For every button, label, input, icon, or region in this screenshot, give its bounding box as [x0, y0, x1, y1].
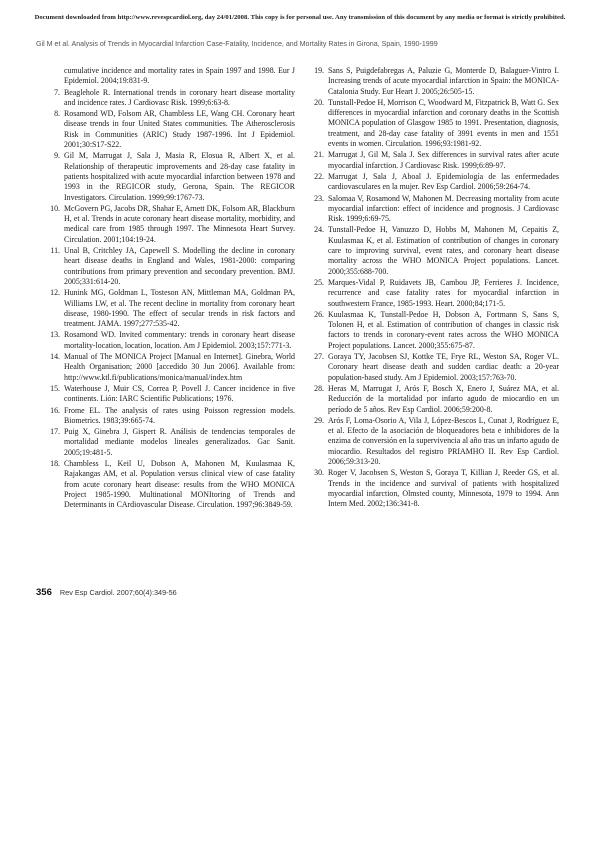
reference-number: 7.: [54, 87, 60, 97]
reference-text: Puig X, Ginebra J, Gispert R. Análisis de tendencias temporales de mortalidad mediante modelos lineales generalizados. Gac Sanit. 2005;19:481-5.: [64, 427, 295, 457]
reference-item: [309, 225, 559, 276]
reference-item: [309, 172, 559, 193]
copyright-notice: Document downloaded from http://www.revespcardiol.org, day 24/01/2008. This copy is for personal use. Any transmission of this document by any media or format is strictly prohibited.: [34, 14, 566, 21]
reference-number: 13.: [50, 330, 60, 340]
reference-number: 28.: [314, 383, 324, 393]
reference-number: 16.: [50, 405, 60, 415]
reference-item: [309, 310, 559, 351]
reference-text: Marrugat J, Sala J, Aboal J. Epidemiología de las enfermedades cardiovasculares en la mujer. Rev Esp Cardiol. 2006;59:264-74.: [328, 171, 559, 192]
reference-number: 8.: [54, 109, 60, 119]
reference-text: Frome EL. The analysis of rates using Poisson regression models. Biometrics. 1983;39:665-74.: [64, 405, 295, 425]
page-footer: [36, 587, 177, 598]
reference-text: Rosamond WD. Invited commentary: trends in coronary heart disease mortality-location, location, location. Am J Epidemiol. 2003;157:771-3.: [64, 330, 295, 350]
reference-item: [45, 151, 295, 202]
reference-number: 24.: [314, 225, 324, 235]
reference-number: 25.: [314, 277, 324, 287]
reference-text: Roger V, Jacobsen S, Weston S, Goraya T, Killian J, Reeder GS, et al. Trends in the incidence and survival of patients with hospitalized myocardial infarction, Olmsted county, Minnesota, 1979 to 1994. Ann Intern Med. 2002;136:341-8.: [328, 468, 559, 509]
reference-item: [309, 352, 559, 383]
reference-item: [45, 109, 295, 150]
reference-item: [45, 459, 295, 510]
reference-number: 27.: [314, 352, 324, 362]
reference-text: Marques-Vidal P, Ruidavets JB, Cambou JP, Ferrieres J. Incidence, recurrence and case fatality rates for myocardial infarction in southwestern France, 1985-1993. Heart. 2000;84;171-5.: [328, 277, 559, 308]
reference-number: 20.: [314, 97, 324, 107]
reference-item: [309, 98, 559, 149]
reference-item: [45, 406, 295, 427]
reference-number: 14.: [50, 352, 60, 362]
reference-number: 10.: [50, 203, 60, 213]
reference-text: Manual of The MONICA Project [Manual en Internet]. Ginebra, World Health Organisation; 2000 [accedido 30 Jun 2006]. Available from: http://www.ktl.fi/publications/monica/manual/index.htm: [64, 352, 295, 382]
reference-item: [309, 468, 559, 509]
reference-number: 15.: [50, 383, 60, 393]
reference-item: [45, 384, 295, 405]
reference-text: Tunstall-Pedoe H, Vanuzzo D, Hobbs M, Mahonen M, Cepaitis Z, Kuulasmaa K, et al. Estimation of contribution of changes in coronary care to improving survival, event rates, and coronary heart disease mortality across the WHO MONICA Project populations. Lancet. 2000;355:688-700.: [328, 225, 559, 276]
reference-text: Unal B, Critchley JA, Capewell S. Modelling the decline in coronary heart disease deaths in England and Wales, 1981-2000: comparing contributions from primary prevention and secondary prevention. BMJ. 2005;331:614-20.: [64, 246, 295, 286]
reference-number: 17.: [50, 427, 60, 437]
reference-text: Salomaa V, Rosamond W, Mahonen M. Decreasing mortality from acute myocardial infarction: effect of incidence and prognosis. J Cardiovasc Risk. 1999;6:69-75.: [328, 193, 559, 224]
reference-text: Sans S, Puigdefabregas A, Paluzie G, Monterde D, Balaguer-Vintro I. Increasing trends of acute myocardial infarction in Spain: the MONICA-Catalonia Study. Eur Heart J. 2005;26:505-15.: [328, 66, 559, 96]
reference-item: [45, 204, 295, 245]
reference-text: McGovern PG, Jacobs DR, Shahar E, Arnett DK, Folsom AR, Blackburn H, et al. Trends in acute coronary heart disease mortality, morbidity, and medical care from 1985 through 1997. The Minnesota Heart Survey. Circulation. 2001;104:19-24.: [64, 203, 295, 244]
reference-item: [45, 246, 295, 287]
running-head: Gil M et al. Analysis of Trends in Myocardial Infarction Case-Fatality, Incidence, and Mortality Rates in Girona, Spain, 1990-1999: [36, 40, 438, 48]
reference-item: [309, 150, 559, 171]
reference-text: Waterhouse J, Muir CS, Correa P, Povell J. Cancer incidence in five continents. Lión: IARC Scientific Publications; 1976.: [64, 383, 295, 404]
reference-item: [45, 330, 295, 351]
reference-text: Kuulasmaa K, Tunstall-Pedoe H, Dobson A, Fortmann S, Sans S, Tolonen H, et al. Estimation of contribution of changes in classic risk factors to trends in coronary-event rates across the WHO MONICA Project populations. Lancet. 2000;355:675-87.: [328, 309, 559, 350]
reference-number: 11.: [50, 246, 60, 256]
reference-item: [309, 66, 559, 97]
reference-text: Tunstall-Pedoe H, Morrison C, Woodward M, Fitzpatrick B, Watt G. Sex differences in myocardial infarction and coronary deaths in the Scottish MONICA population of Glasgow 1985 to 1991. Presentation, diagnosis, treatment, and 28-day case fatality of 3991 events in men and 1551 events in women. Circulation. 1996;93:1981-92.: [328, 97, 559, 149]
reference-text: Arós F, Loma-Osorio A, Vila J, López-Bescos L, Cunat J, Rodríguez E, et al. Efecto de la asociación de bloqueadores beta e inhibidores de la enzima de conversión en la supervivencia al año tras un infarto agudo de miocardio. Resultados del registro PRIAMHO II. Rev Esp Cardiol. 2006;59:313-20.: [328, 415, 559, 466]
reference-item: [45, 288, 295, 329]
reference-number: 30.: [314, 468, 324, 478]
reference-text: Gil M, Marrugat J, Sala J, Masia R, Elosua R, Albert X, et al. Relationship of therapeutic improvements and 28-day case fatality in patients hospitalized with acute myocardial infarction between 1978 and 1993 in the REGICOR study, Gerona, Spain. The REGICOR Investigators. Circulation. 1999;99:1767-73.: [64, 151, 295, 202]
reference-item: [309, 194, 559, 225]
reference-text: Heras M, Marrugat J, Arós F, Bosch X, Enero J, Suárez MA, et al. Reducción de la mortalidad por infarto agudo de miocardio en un período de 5 años. Rev Esp Cardiol. 2006;59:200-8.: [328, 383, 559, 414]
reference-text: Marrugat J, Gil M, Sala J. Sex differences in survival rates after acute myocardial infarction. J Cardiovasc Risk. 1999;6:89-97.: [328, 150, 559, 170]
reference-number: 23.: [314, 193, 324, 203]
reference-number: 12.: [50, 288, 60, 298]
reference-item: [309, 384, 559, 415]
reference-number: 18.: [50, 458, 60, 468]
reference-item: [45, 352, 295, 383]
reference-item: [309, 416, 559, 467]
page-number: 356: [36, 587, 52, 598]
references-left-column: [45, 66, 295, 511]
reference-number: 29.: [314, 415, 324, 425]
reference-number: 21.: [314, 150, 324, 160]
reference-number: 9.: [54, 151, 60, 161]
reference-continuation: cumulative incidence and mortality rates in Spain 1997 and 1998. Eur J Epidemiol. 2004;19:831-9.: [64, 66, 295, 86]
reference-text: Hunink MG, Goldman L, Tosteson AN, Mittleman MA, Goldman PA, Williams LW, et al. The recent decline in mortality from coronary heart disease, 1980-1990. The effect of secular trends in risk factors and treatment. JAMA. 1997;277:535-42.: [64, 288, 295, 329]
reference-number: 22.: [314, 171, 324, 181]
reference-text: Chambless L, Keil U, Dobson A, Mahonen M, Kuulasmaa K, Rajakangas AM, et al. Population versus clinical view of case fatality from acute coronary heart disease: results from the WHO MONICA Project 1985-1990. Multinational MONItoring of Trends and Determinants in CArdiovascular Disease. Circulation. 1997;96:3849-59.: [64, 458, 295, 510]
reference-text: Rosamond WD, Folsom AR, Chambless LE, Wang CH. Coronary heart disease trends in four United States communities. The Atherosclerosis Risk in Communities (ARIC) Study 1987-1996. Int J Epidemiol. 2001;30:S17-S22.: [64, 109, 295, 150]
reference-item: [309, 278, 559, 309]
reference-item: [45, 66, 295, 87]
reference-item: [45, 427, 295, 458]
reference-text: Beaglehole R. International trends in coronary heart disease mortality and incidence rates. J Cardiovasc Risk. 1999;6:63-8.: [64, 87, 295, 107]
reference-item: [45, 88, 295, 109]
references-right-column: [309, 66, 559, 510]
journal-citation: Rev Esp Cardiol. 2007;60(4):349-56: [59, 588, 177, 597]
reference-number: 26.: [314, 309, 324, 319]
reference-text: Goraya TY, Jacobsen SJ, Kottke TE, Frye RL, Weston SA, Roger VL. Coronary heart disease death and sudden cardiac death: a 20-year population-based study. Am J Epidemiol. 2003;157:763-70.: [328, 352, 559, 382]
reference-number: 19.: [314, 66, 324, 75]
